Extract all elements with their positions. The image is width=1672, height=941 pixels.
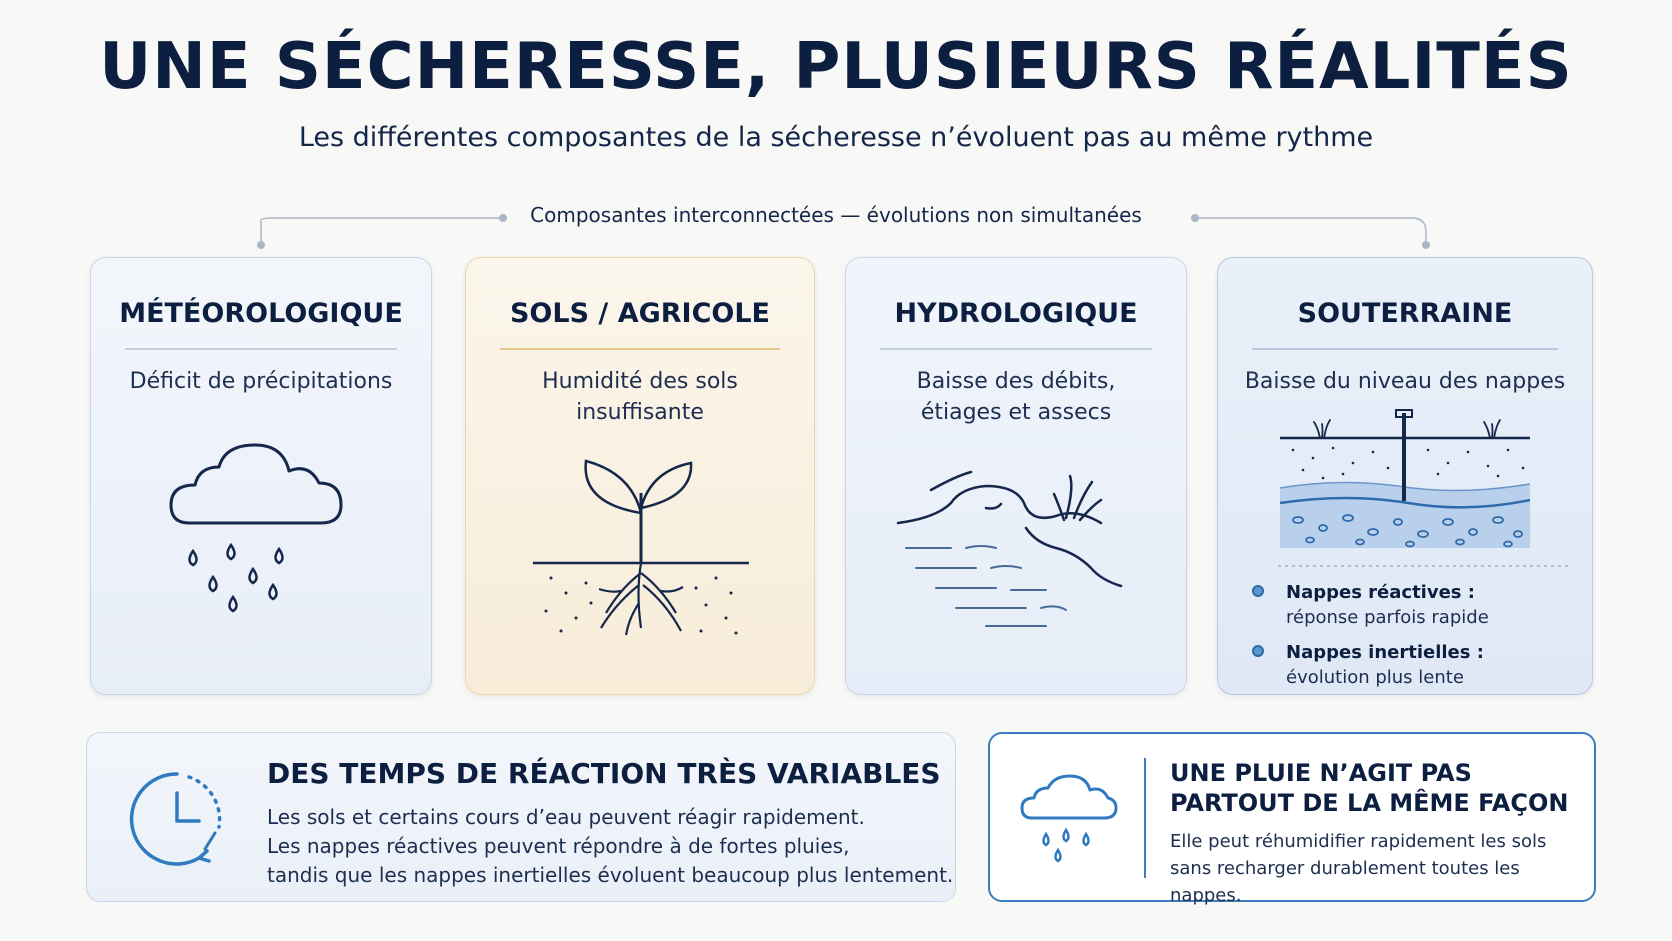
rain-effect-panel	[988, 732, 1596, 906]
card-description: Baisse du niveau des nappes	[1244, 369, 1566, 394]
legend-term: Nappes réactives :	[1286, 582, 1475, 603]
card-hydrologique	[845, 257, 1187, 695]
reaction-time-panel	[86, 732, 956, 902]
river-icon	[896, 468, 1136, 638]
card-divider	[125, 348, 397, 350]
legend-divider	[1278, 564, 1568, 568]
card-meteorologique	[90, 257, 432, 695]
reaction-body: Les sols et certains cours d’eau peuvent réagir rapidement. Les nappes réactives peuvent répondre à de fortes pluies, tandis que les nappes inertielles évoluent beaucoup plus lentement.	[267, 805, 954, 887]
legend-dot	[1252, 585, 1264, 597]
card-description: Baisse des débits, étiages et assecs	[916, 369, 1116, 425]
card-title: SOUTERRAINE	[1297, 298, 1513, 329]
card-title: MÉTÉOROLOGIQUE	[119, 298, 403, 329]
connector-label: Composantes interconnectées — évolutions non simultanées	[530, 203, 1142, 227]
legend-detail: évolution plus lente	[1286, 667, 1464, 688]
rain-cloud-icon	[161, 433, 361, 633]
card-description: Déficit de précipitations	[129, 369, 393, 394]
clock-icon	[127, 769, 227, 869]
legend-detail: réponse parfois rapide	[1286, 607, 1489, 628]
plant-roots-icon	[531, 453, 751, 643]
card-description: Humidité des sols insuffisante	[542, 369, 738, 425]
card-divider	[500, 348, 780, 350]
panel-divider	[1144, 758, 1146, 878]
rain-title: UNE PLUIE N’AGIT PAS PARTOUT DE LA MÊME FAÇON	[1170, 759, 1569, 817]
aquifer-cross-section-icon	[1278, 408, 1538, 568]
page-title: UNE SÉCHERESSE, PLUSIEURS RÉALITÉS	[99, 30, 1573, 104]
card-title: SOLS / AGRICOLE	[509, 298, 771, 329]
rain-body: Elle peut réhumidifier rapidement les sols sans recharger durablement toutes les nappes.	[1170, 831, 1547, 906]
page-subtitle: Les différentes composantes de la sécheresse n’évoluent pas au même rythme	[298, 122, 1374, 153]
legend-dot	[1252, 645, 1264, 657]
card-sols-agricole	[465, 257, 815, 695]
legend-term: Nappes inertielles :	[1286, 642, 1484, 663]
card-souterraine	[1217, 257, 1593, 695]
card-title: HYDROLOGIQUE	[894, 298, 1138, 329]
rain-cloud-icon	[1018, 772, 1118, 872]
card-divider	[880, 348, 1152, 350]
reaction-title: DES TEMPS DE RÉACTION TRÈS VARIABLES	[267, 757, 941, 790]
card-divider	[1252, 348, 1558, 350]
